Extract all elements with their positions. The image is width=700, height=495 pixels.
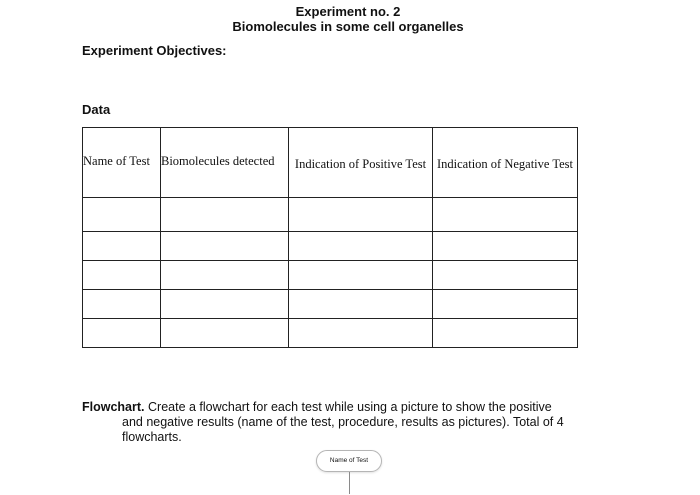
table-cell[interactable]	[289, 261, 433, 290]
flowchart-connector	[349, 472, 350, 494]
flowchart-node-name-of-test: Name of Test	[316, 450, 382, 472]
table-cell[interactable]	[161, 198, 289, 232]
table-cell[interactable]	[83, 261, 161, 290]
flowchart-label: Flowchart.	[82, 400, 145, 414]
flowchart-text-1: Create a flowchart for each test while using a picture to show the positive	[148, 400, 552, 414]
table-cell[interactable]	[161, 261, 289, 290]
column-header-negative-indication: Indication of Negative Test	[433, 128, 578, 198]
table-cell[interactable]	[83, 198, 161, 232]
table-cell[interactable]	[433, 290, 578, 319]
table-cell[interactable]	[289, 198, 433, 232]
column-header-biomolecules-detected: Biomolecules detected	[161, 128, 289, 198]
page-title: Experiment no. 2	[295, 4, 401, 19]
table-cell[interactable]	[161, 232, 289, 261]
table-cell[interactable]	[83, 319, 161, 348]
page-subtitle: Biomolecules in some cell organelles	[232, 19, 464, 34]
table-cell[interactable]	[83, 232, 161, 261]
table-row	[83, 232, 578, 261]
table-row	[83, 290, 578, 319]
table-cell[interactable]	[433, 261, 578, 290]
table-cell[interactable]	[289, 290, 433, 319]
column-header-name-of-test: Name of Test	[83, 128, 161, 198]
table-row	[83, 319, 578, 348]
table-cell[interactable]	[433, 232, 578, 261]
table-cell[interactable]	[289, 232, 433, 261]
table-cell[interactable]	[83, 290, 161, 319]
table-cell[interactable]	[433, 198, 578, 232]
flowchart-line-2: and negative results (name of the test, procedure, results as pictures). Total of 4	[122, 415, 564, 429]
flowchart-line-1	[82, 400, 622, 415]
table-row	[83, 261, 578, 290]
objectives-heading: Experiment Objectives:	[82, 43, 227, 58]
data-heading: Data	[82, 102, 111, 117]
table-header-row	[83, 128, 578, 198]
table-cell[interactable]	[433, 319, 578, 348]
table-cell[interactable]	[161, 319, 289, 348]
data-table	[82, 127, 578, 348]
table-cell[interactable]	[289, 319, 433, 348]
table-cell[interactable]	[161, 290, 289, 319]
flowchart-line-3: flowcharts.	[122, 430, 182, 444]
flowchart-instructions	[82, 400, 622, 445]
table-row	[83, 198, 578, 232]
column-header-positive-indication: Indication of Positive Test	[289, 128, 433, 198]
